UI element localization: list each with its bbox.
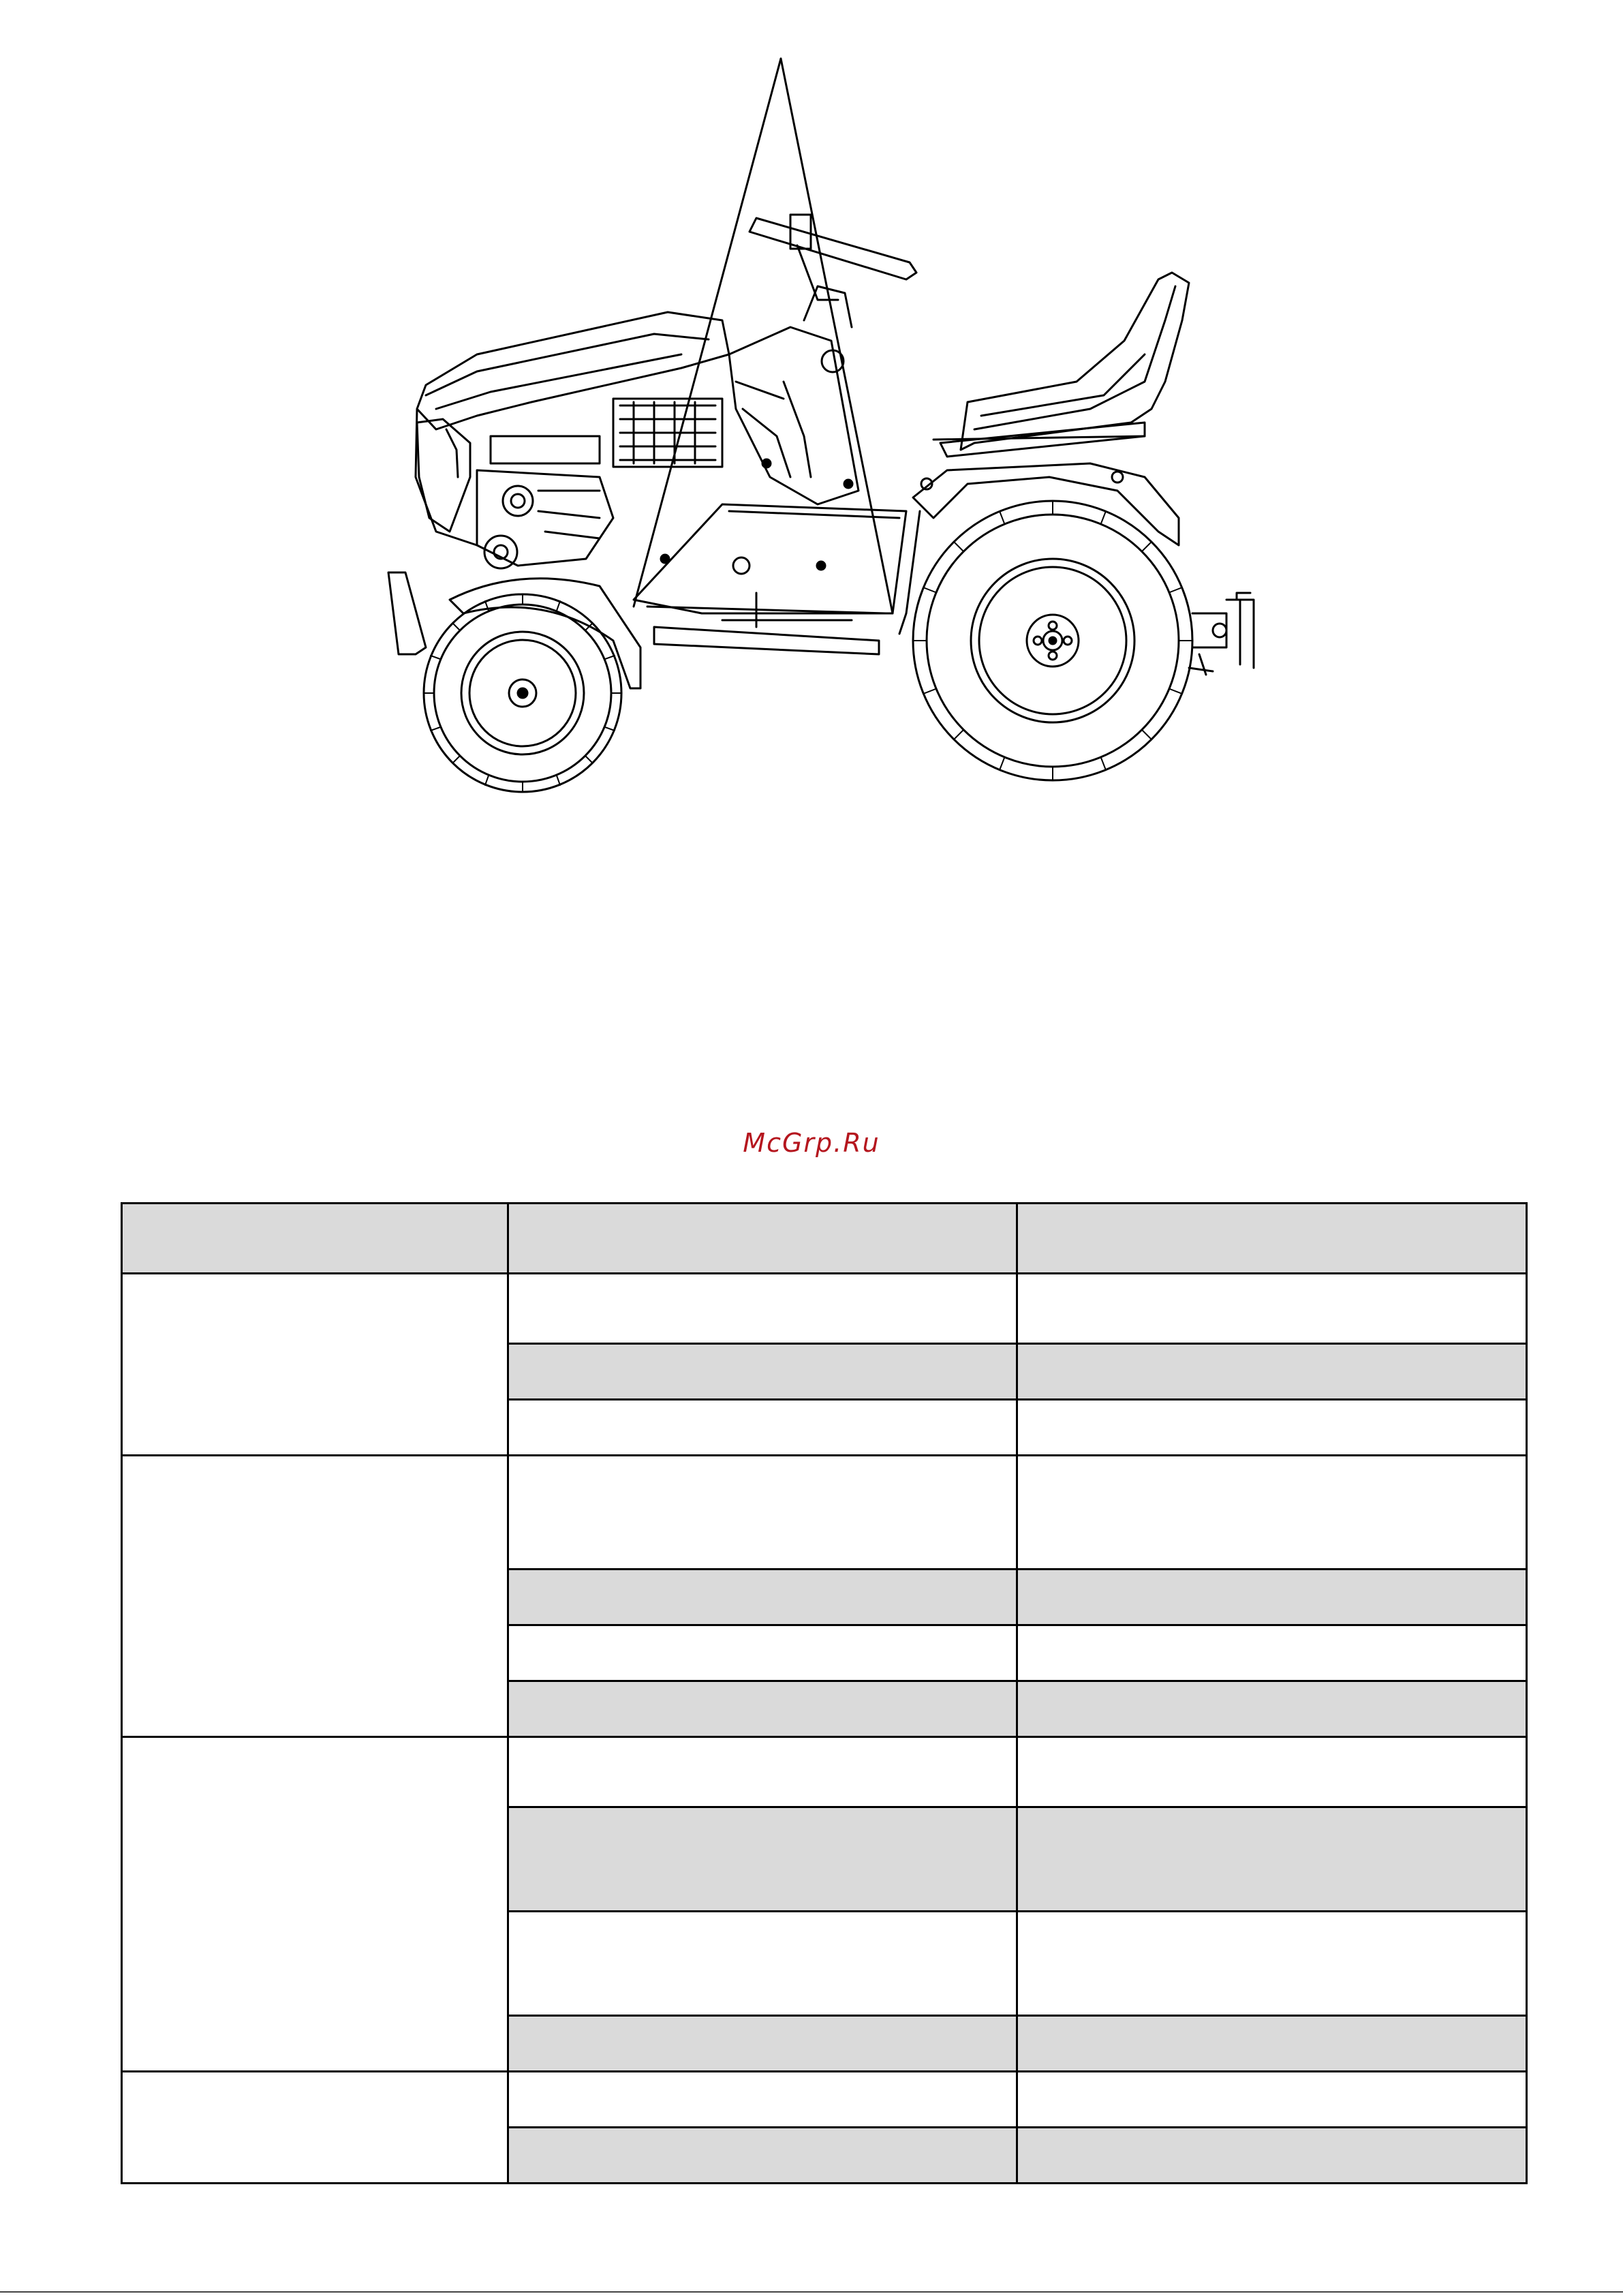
table-cell [508, 2072, 1017, 2128]
table-cell [508, 1274, 1017, 1344]
column-header [1017, 1204, 1527, 1274]
table-row [122, 2072, 1527, 2128]
table-cell [508, 1681, 1017, 1737]
table-cell [1017, 1807, 1527, 1912]
table-cell [508, 1737, 1017, 1807]
table-row [122, 1456, 1527, 1570]
table-header-row [122, 1204, 1527, 1274]
spec-table [121, 1202, 1528, 2184]
table-cell [508, 1456, 1017, 1570]
table-cell [1017, 1570, 1527, 1625]
group-label [122, 1274, 508, 1456]
footer-divider [0, 2291, 1623, 2293]
group-label [122, 2072, 508, 2184]
table-cell [508, 1570, 1017, 1625]
group-label [122, 1737, 508, 2072]
table-cell [1017, 1625, 1527, 1681]
table-cell [508, 1912, 1017, 2016]
table-cell [508, 1400, 1017, 1456]
table-cell [1017, 2072, 1527, 2128]
table-cell [1017, 1274, 1527, 1344]
watermark: McGrp.Ru [743, 1128, 880, 1158]
column-header [508, 1204, 1017, 1274]
table-cell [1017, 2016, 1527, 2072]
group-label [122, 1456, 508, 1737]
table-cell [1017, 1456, 1527, 1570]
table-cell [1017, 1344, 1527, 1400]
table-cell [1017, 1912, 1527, 2016]
table-cell [508, 2128, 1017, 2184]
table-cell [508, 1625, 1017, 1681]
table-row [122, 1737, 1527, 1807]
tractor-illustration [382, 48, 1267, 811]
table-cell [1017, 1737, 1527, 1807]
table-cell [508, 1807, 1017, 1912]
table-cell [508, 1344, 1017, 1400]
table-cell [1017, 2128, 1527, 2184]
column-header [122, 1204, 508, 1274]
table-cell [1017, 1681, 1527, 1737]
table-cell [1017, 1400, 1527, 1456]
table-row [122, 1274, 1527, 1344]
table-cell [508, 2016, 1017, 2072]
